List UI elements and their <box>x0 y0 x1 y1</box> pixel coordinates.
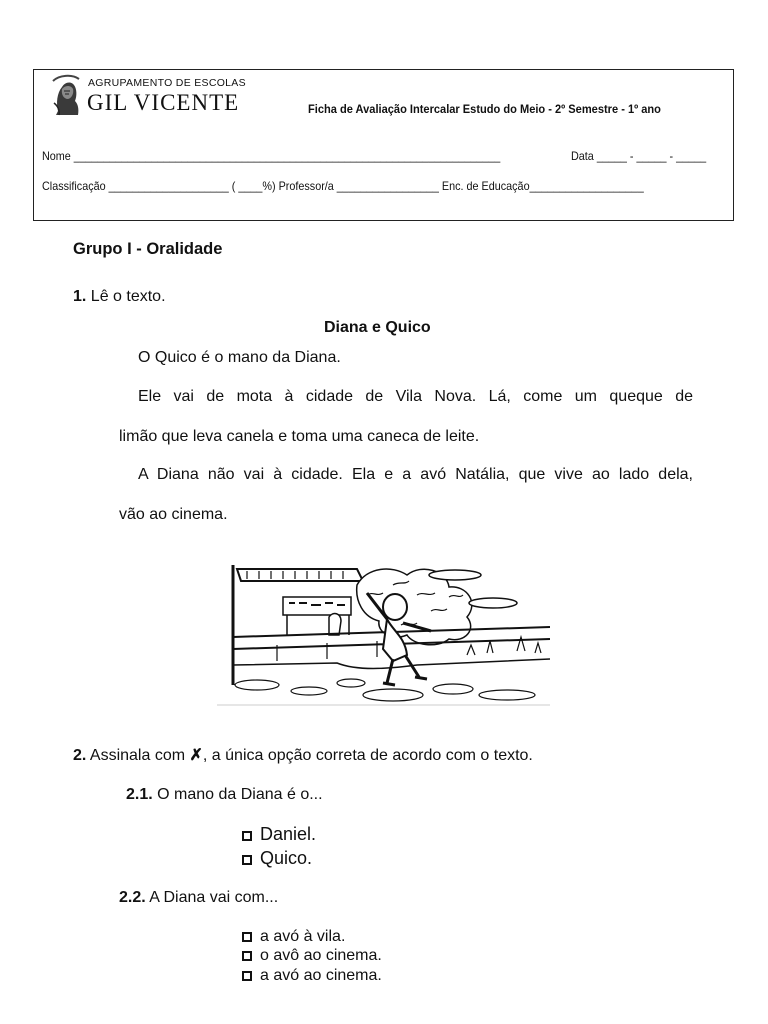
story-line: A Diana não vai à cidade. Ela e a avó Natália, que vive ao lado dela, <box>138 466 693 483</box>
option-label: a avó à vila. <box>260 928 346 945</box>
story-line: Ele vai de mota à cidade de Vila Nova. Lá, come um queque de <box>138 388 693 405</box>
question-2-1-number: 2.1. <box>126 786 153 803</box>
question-2-2-number: 2.2. <box>119 889 146 906</box>
story-title: Diana e Quico <box>324 319 431 336</box>
checkbox-icon[interactable] <box>242 932 252 942</box>
question-2-text-before: Assinala com <box>86 747 190 764</box>
option-item[interactable] <box>242 947 382 965</box>
question-2 <box>73 745 533 765</box>
checkbox-icon[interactable] <box>242 971 252 981</box>
org-name: AGRUPAMENTO DE ESCOLAS <box>88 77 246 89</box>
story-line: O Quico é o mano da Diana. <box>138 349 341 366</box>
question-2-1 <box>126 786 323 804</box>
option-label: Daniel. <box>260 824 317 844</box>
checkbox-icon[interactable] <box>242 831 252 841</box>
date-field[interactable]: Data _____ - _____ - _____ <box>571 149 707 163</box>
x-mark-icon: ✗ <box>189 747 203 764</box>
boy-jumping-puddles-illustration <box>217 545 550 708</box>
option-item[interactable] <box>242 824 316 845</box>
story-line: limão que leva canela e toma uma caneca de leite. <box>119 428 480 445</box>
question-2-text-after: , a única opção correta de acordo com o texto. <box>202 747 533 764</box>
option-item[interactable] <box>242 967 382 985</box>
option-item[interactable] <box>242 848 312 869</box>
question-1-number: 1. <box>73 288 87 305</box>
checkbox-icon[interactable] <box>242 855 252 865</box>
school-logo <box>50 73 250 121</box>
option-label: Quico. <box>260 848 313 868</box>
option-label: o avô ao cinema. <box>260 947 382 964</box>
question-1-instruction: Lê o texto. <box>86 288 166 305</box>
question-2-2 <box>119 889 278 907</box>
checkbox-icon[interactable] <box>242 951 252 961</box>
option-label: a avó ao cinema. <box>260 967 382 984</box>
document-title: Ficha de Avaliação Intercalar Estudo do Meio - 2º Semestre - 1º ano <box>308 102 661 116</box>
school-crest-icon <box>50 73 83 117</box>
story-line: vão ao cinema. <box>119 506 228 523</box>
group-title: Grupo I - Oralidade <box>73 240 223 258</box>
question-2-1-prompt: O mano da Diana é o... <box>152 786 323 803</box>
name-field[interactable]: Nome _______________________________________________________________________ <box>42 149 501 163</box>
question-2-2-prompt: A Diana vai com... <box>145 889 279 906</box>
classification-field[interactable]: Classificação ____________________ ( ____%) Professor/a _________________ Enc. de Educação___________________ <box>42 179 644 193</box>
question-2-number: 2. <box>73 747 87 764</box>
option-item[interactable] <box>242 928 345 946</box>
question-1 <box>73 288 166 306</box>
school-name: GIL VICENTE <box>87 90 240 115</box>
